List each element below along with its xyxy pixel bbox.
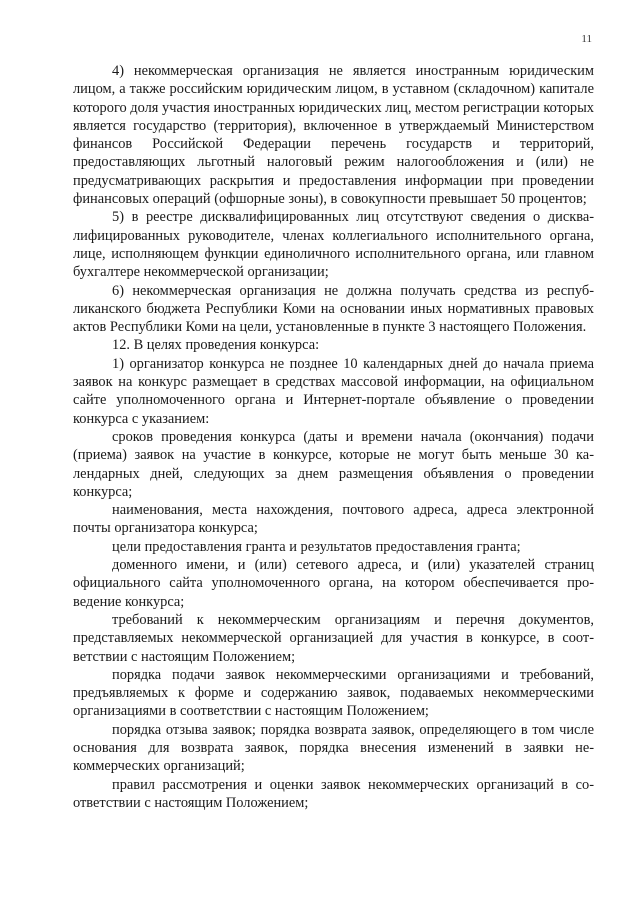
paragraph-item-4-foreign-entity: 4) некоммерческая организация не является иностранным юридическим лицом, а также российским юридическим лицом, в уставном (складочном) капитале которого доля участия иностранных юридических лиц, местом регистрации которых является государство (территория), включенное в утверждаемый Министерством финансов Российской Федерации перечень государств и территорий, предоставляющих льготный налоговый режим налогообложения и (или) не предусматривающих раскрытия и предоставления информации при проведении финансовых операций (офшорные зоны), в совокупности превышает 50 процентов; <box>73 63 594 208</box>
paragraph-item-1-announcement: 1) организатор конкурса не позднее 10 календарных дней до начала приема заявок на конкурс размещает в средствах массовой информации, на официальном сайте уполномоченного органа и Интернет-портале объявление о проведении конкурса с указанием: <box>73 355 594 427</box>
paragraph-item-6-budget-funds: 6) некоммерческая организация не должна получать средства из республиканского бюджета Республики Коми на основании иных нормативных правовых актов Республики Коми на цели, установленные в пункте 3 настоящего Положения. <box>73 282 594 336</box>
paragraph-organizer-contacts: наименования, места нахождения, почтового адреса, адреса электронной почты организатора конкурса; <box>73 502 594 537</box>
paragraph-domain-name: доменного имени, и (или) сетевого адреса, и (или) указателей страниц официального сайта уполномоченного органа, на котором обеспечивается проведение конкурса; <box>73 557 594 610</box>
paragraph-grant-purpose: цели предоставления гранта и результатов предоставления гранта; <box>112 538 521 555</box>
paragraph-section-12-heading: 12. В целях проведения конкурса: <box>112 337 320 354</box>
document-body <box>73 62 594 812</box>
paragraph-submission-order: порядка подачи заявок некоммерческими организациями и требований, предъявляемых к форме и содержанию заявок, подаваемых некоммерческими организациями в соответствии с настоящим Положением; <box>73 666 594 720</box>
paragraph-withdrawal-order: порядка отзыва заявок; порядка возврата заявок, определяющего в том числе основания для возврата заявок, порядка внесения изменений в заявки некоммерческих организаций; <box>73 721 594 775</box>
page-number: 11 <box>581 33 592 45</box>
paragraph-item-5-disqualified-persons: 5) в реестре дисквалифицированных лиц отсутствуют сведения о дисквалифицированных руководителе, членах коллегиального исполнительного органа, лице, исполняющем функции единоличного исполнительного органа, или главном бухгалтере некоммерческой организации; <box>73 209 594 281</box>
paragraph-requirements: требований к некоммерческим организациям и перечня документов, представляемых некоммерческой организацией для участия в конкурсе, в соответствии с настоящим Положением; <box>73 611 594 665</box>
paragraph-deadlines: сроков проведения конкурса (даты и времени начала (окончания) подачи (приема) заявок на участие в конкурсе, которые не могут быть меньше 30 календарных дней, следующих за днем размещения объявления о проведении конкурса; <box>73 428 594 500</box>
paragraph-review-rules: правил рассмотрения и оценки заявок некоммерческих организаций в соответствии с настоящим Положением; <box>73 776 594 811</box>
